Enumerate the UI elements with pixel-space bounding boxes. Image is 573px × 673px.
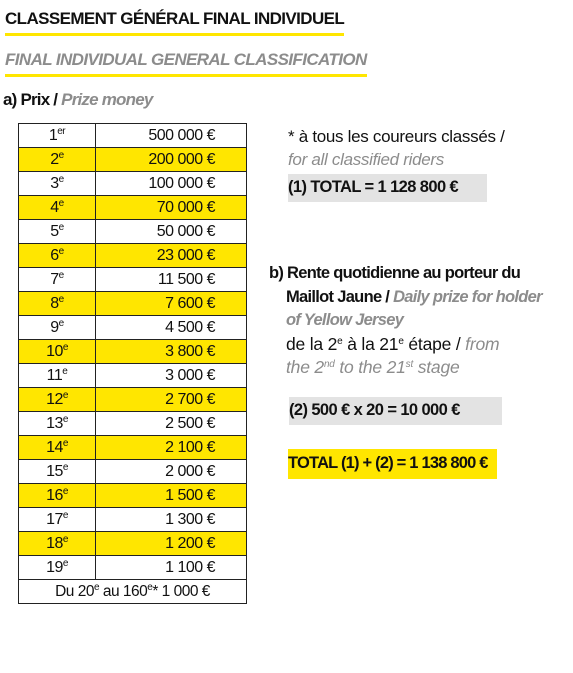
prize-rank xyxy=(19,436,96,460)
prize-amount: 2 500 € xyxy=(96,412,247,436)
prize-amount: 11 500 € xyxy=(96,268,247,292)
stage-fr-3: étape / xyxy=(403,333,461,354)
prize-rank xyxy=(19,532,96,556)
prize-row xyxy=(19,388,247,412)
rank-number: 16 xyxy=(46,486,63,504)
prize-row xyxy=(19,340,247,364)
section-b-label-2: Maillot Jaune xyxy=(286,287,382,306)
stage-fr-2: à la 21 xyxy=(342,333,399,354)
prize-row xyxy=(19,292,247,316)
prize-row xyxy=(19,460,247,484)
prize-row xyxy=(19,196,247,220)
prize-table-body xyxy=(19,124,247,604)
rank-suffix: e xyxy=(62,533,68,545)
section-a-separator: / xyxy=(49,90,62,109)
section-b-label-en-2: of Yellow Jersey xyxy=(286,311,404,329)
footer-from: Du 20 xyxy=(55,582,94,600)
prize-rank xyxy=(19,172,96,196)
stage-fr-1: de la 2 xyxy=(286,333,338,354)
rank-number: 2 xyxy=(50,150,59,168)
rank-suffix: e xyxy=(62,389,68,401)
prize-row xyxy=(19,532,247,556)
rank-number: 7 xyxy=(50,270,59,288)
rank-suffix: e xyxy=(58,245,64,257)
rank-suffix: e xyxy=(62,485,68,497)
stage-fr-sup-1: e xyxy=(337,335,343,347)
prize-row xyxy=(19,244,247,268)
prize-row xyxy=(19,124,247,148)
rank-number: 4 xyxy=(50,198,59,216)
rank-number: 6 xyxy=(50,246,59,264)
note-french: * à tous les coureurs classés / xyxy=(288,127,505,146)
note-english: for all classified riders xyxy=(288,150,444,169)
rank-suffix: e xyxy=(58,269,64,281)
prize-amount: 3 000 € xyxy=(96,364,247,388)
prize-table xyxy=(18,123,247,604)
prize-rank xyxy=(19,556,96,580)
prize-rank xyxy=(19,124,96,148)
prize-rank xyxy=(19,460,96,484)
rank-number: 8 xyxy=(50,294,59,312)
rank-suffix: e xyxy=(62,437,68,449)
rank-number: 15 xyxy=(46,462,63,480)
stage-en-1: from xyxy=(465,333,500,354)
prize-rank xyxy=(19,244,96,268)
prize-rank xyxy=(19,388,96,412)
rank-suffix: e xyxy=(62,341,68,353)
prize-rank xyxy=(19,196,96,220)
rank-suffix: e xyxy=(62,557,68,569)
prize-amount: 1 300 € xyxy=(96,508,247,532)
section-b-block xyxy=(269,262,542,380)
prize-row xyxy=(19,148,247,172)
rank-number: 1 xyxy=(48,126,58,144)
rank-suffix: e xyxy=(62,413,68,425)
rank-number: 3 xyxy=(50,174,59,192)
prize-row xyxy=(19,412,247,436)
total-2: (2) 500 € x 20 = 10 000 € xyxy=(289,397,502,425)
rank-suffix: e xyxy=(62,461,68,473)
prize-rank xyxy=(19,268,96,292)
prize-footer-row xyxy=(19,580,247,604)
rank-number: 9 xyxy=(50,318,59,336)
rank-number: 14 xyxy=(46,438,63,456)
prize-amount: 2 100 € xyxy=(96,436,247,460)
rank-number: 19 xyxy=(46,558,63,576)
rank-suffix: e xyxy=(58,293,64,305)
prize-amount: 50 000 € xyxy=(96,220,247,244)
section-a-label-en: Prize money xyxy=(61,90,153,109)
prize-rank xyxy=(19,364,96,388)
total-1: (1) TOTAL = 1 128 800 € xyxy=(288,174,487,202)
footer-to: au 160 xyxy=(99,582,148,600)
prize-row xyxy=(19,508,247,532)
prize-row xyxy=(19,556,247,580)
prize-amount: 2 000 € xyxy=(96,460,247,484)
prize-amount: 500 000 € xyxy=(96,124,247,148)
rank-suffix: e xyxy=(58,197,64,209)
prize-row xyxy=(19,316,247,340)
footer-to-suffix: e xyxy=(147,581,153,593)
stage-en-2: the 2 xyxy=(286,357,324,377)
rank-suffix: e xyxy=(62,509,68,521)
prize-row xyxy=(19,364,247,388)
prize-amount: 4 500 € xyxy=(96,316,247,340)
prize-rank xyxy=(19,316,96,340)
section-a-label: a) Prix xyxy=(3,90,50,109)
rank-suffix: e xyxy=(58,173,64,185)
rank-number: 10 xyxy=(46,342,63,360)
prize-rank xyxy=(19,220,96,244)
rank-suffix: e xyxy=(58,317,64,329)
prize-rank xyxy=(19,508,96,532)
rank-suffix: e xyxy=(58,221,64,233)
rank-number: 18 xyxy=(46,534,63,552)
prize-row xyxy=(19,484,247,508)
prize-amount: 23 000 € xyxy=(96,244,247,268)
footer-from-suffix: e xyxy=(93,581,100,593)
prize-amount: 70 000 € xyxy=(96,196,247,220)
title-english: FINAL INDIVIDUAL GENERAL CLASSIFICATION xyxy=(5,50,367,77)
prize-row xyxy=(19,220,247,244)
prize-rank xyxy=(19,148,96,172)
prize-amount: 3 800 € xyxy=(96,340,247,364)
prize-amount: 100 000 € xyxy=(96,172,247,196)
prize-amount: 2 700 € xyxy=(96,388,247,412)
rank-number: 17 xyxy=(46,510,63,528)
prize-rank xyxy=(19,484,96,508)
section-b-label: b) Rente quotidienne au porteur du xyxy=(269,264,521,282)
prize-row xyxy=(19,436,247,460)
prize-row xyxy=(19,268,247,292)
stage-fr-sup-2: e xyxy=(398,335,404,347)
rank-number: 12 xyxy=(46,390,63,408)
section-a-heading xyxy=(3,90,153,110)
rank-suffix: e xyxy=(62,365,68,377)
rank-suffix: er xyxy=(57,125,66,137)
prize-footer-cell xyxy=(19,580,247,604)
prize-rank xyxy=(19,340,96,364)
stage-en-4: stage xyxy=(413,357,460,377)
prize-rank xyxy=(19,292,96,316)
section-b-label-en: Daily prize for holder xyxy=(393,287,542,306)
rank-number: 13 xyxy=(46,414,63,432)
rank-number: 11 xyxy=(46,366,63,384)
prize-amount: 1 100 € xyxy=(96,556,247,580)
classified-riders-note xyxy=(288,125,505,171)
grand-total: TOTAL (1) + (2) = 1 138 800 € xyxy=(288,449,497,479)
rank-number: 5 xyxy=(50,222,59,240)
prize-amount: 1 200 € xyxy=(96,532,247,556)
prize-row xyxy=(19,172,247,196)
section-b-separator: / xyxy=(381,287,394,306)
stage-en-sup-2: st xyxy=(405,359,414,370)
footer-amount: * 1 000 € xyxy=(152,582,210,600)
rank-suffix: e xyxy=(58,149,64,161)
prize-rank xyxy=(19,412,96,436)
stage-en-3: to the 21 xyxy=(334,357,406,377)
prize-amount: 1 500 € xyxy=(96,484,247,508)
prize-amount: 7 600 € xyxy=(96,292,247,316)
stage-en-sup-1: nd xyxy=(323,359,335,370)
prize-amount: 200 000 € xyxy=(96,148,247,172)
title-french: CLASSEMENT GÉNÉRAL FINAL INDIVIDUEL xyxy=(5,9,344,36)
